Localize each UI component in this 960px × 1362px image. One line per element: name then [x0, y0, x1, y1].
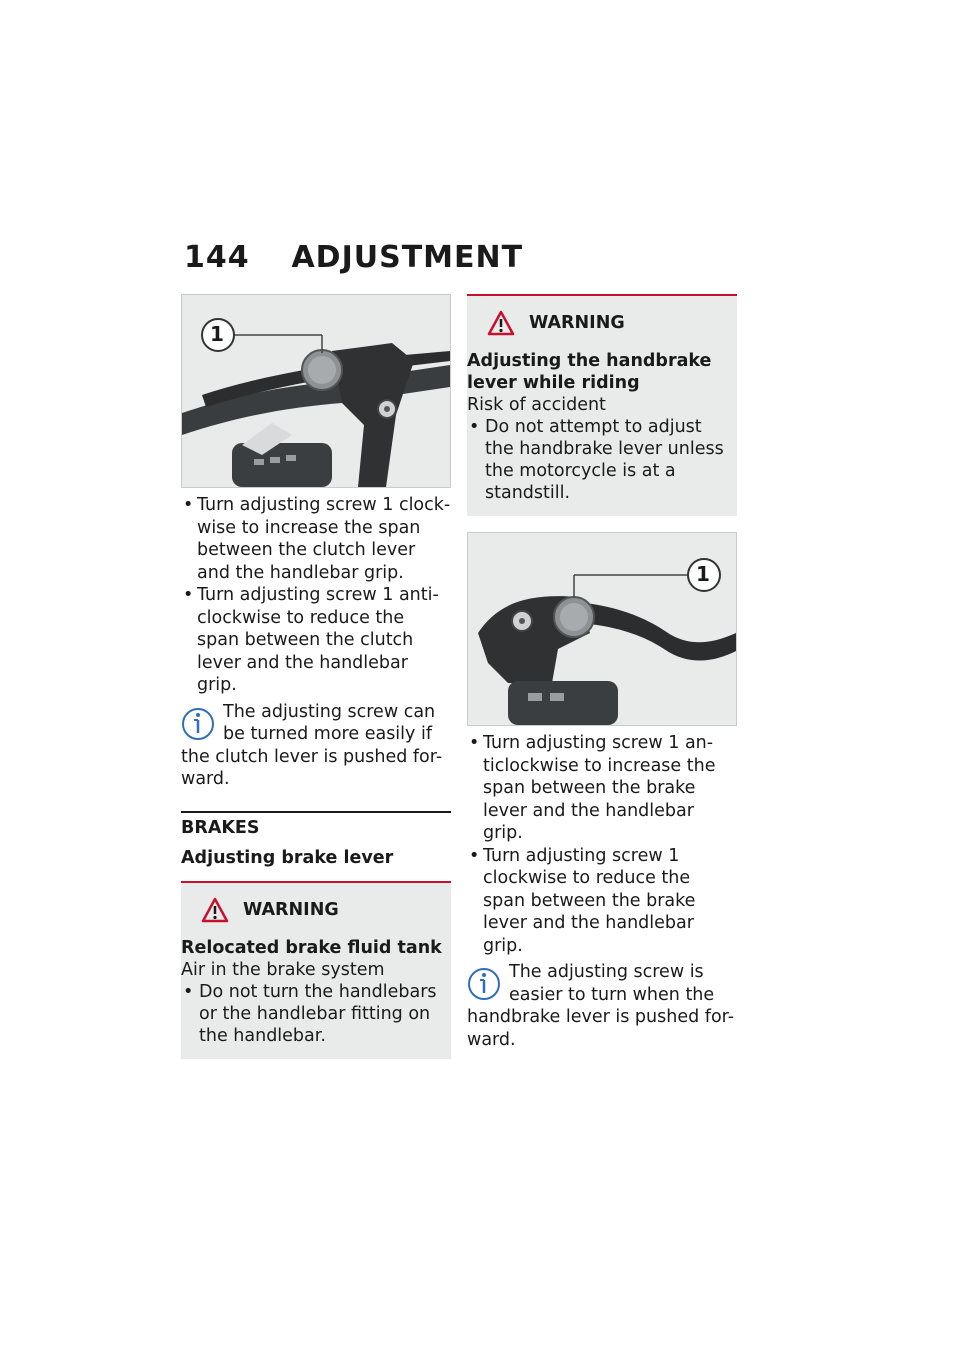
subsection-title: Adjusting brake lever	[181, 847, 394, 868]
list-item: • Turn adjusting screw 1 anti-clockwise to reduce the span between the clutch lever and the handlebar grip.	[183, 585, 439, 695]
warning-box	[467, 294, 737, 516]
clutch-steps-list	[181, 494, 451, 697]
page-number: 144	[184, 240, 250, 275]
step-text: Turn adjusting screw 1 clockwise to reduce the span between the brake lever and the handlebar grip.	[483, 845, 696, 956]
list-item: • Turn adjusting screw 1 clockwise to reduce the span between the brake lever and the handlebar grip.	[469, 845, 696, 956]
warning-triangle-icon	[201, 897, 229, 923]
step-text: Turn adjusting screw 1 anti-clockwise to reduce the span between the clutch lever and the handlebar grip.	[197, 585, 439, 695]
warning-label: WARNING	[243, 899, 339, 920]
note-line-2: easier to turn when the	[509, 984, 715, 1005]
warning-item-text: Do not attempt to adjust the handbrake lever unless the motorcycle is at a standstill.	[485, 417, 724, 503]
info-icon	[467, 965, 501, 1003]
list-item: • Turn adjusting screw 1 clock-wise to increase the span between the clutch lever and the handlebar grip.	[183, 495, 451, 583]
figure-callout-number: 1	[696, 562, 710, 586]
note-line-2: be turned more easily if	[223, 724, 432, 744]
step-text: Turn adjusting screw 1 clock-wise to increase the span between the clutch lever and the handlebar grip.	[197, 495, 451, 583]
section-title: BRAKES	[181, 817, 260, 838]
note-line-1: The adjusting screw can	[223, 701, 436, 722]
note-rest: the clutch lever is pushed for-ward.	[181, 746, 443, 789]
figure-callout-number: 1	[210, 322, 224, 346]
note-rest: handbrake lever is pushed for-ward.	[467, 1007, 735, 1050]
warning-box	[181, 881, 451, 1059]
warning-heading: Relocated brake fluid tank	[181, 937, 442, 958]
warning-item: • Do not turn the handlebars or the handlebar fitting on the handlebar.	[183, 981, 437, 1046]
info-icon	[181, 705, 215, 743]
list-item: • Turn adjusting screw 1 an-ticlockwise to increase the span between the brake lever and the handlebar grip.	[469, 733, 716, 843]
brake-lever-figure	[467, 532, 737, 726]
warning-heading: Adjusting the handbrake lever while riding	[467, 351, 712, 393]
warning-item-text: Do not turn the handlebars or the handlebar fitting on the handlebar.	[199, 981, 437, 1046]
info-note	[181, 701, 451, 791]
warning-item: • Do not attempt to adjust the handbrake lever unless the motorcycle is at a standstill.	[469, 417, 724, 503]
info-note	[467, 961, 737, 1051]
warning-triangle-icon	[487, 310, 515, 336]
warning-risk: Risk of accident	[467, 395, 606, 415]
note-line-1: The adjusting screw is	[509, 962, 704, 982]
right-column	[467, 294, 737, 1051]
section-divider	[181, 811, 451, 813]
warning-label: WARNING	[529, 313, 625, 333]
left-column	[181, 294, 451, 1059]
clutch-lever-figure	[181, 294, 451, 488]
step-text: Turn adjusting screw 1 an-ticlockwise to increase the span between the brake lever and the handlebar grip.	[483, 733, 716, 843]
warning-risk: Air in the brake system	[181, 959, 385, 980]
page-title: ADJUSTMENT	[291, 240, 524, 275]
page-header	[184, 240, 523, 275]
brake-steps-list	[467, 732, 737, 957]
